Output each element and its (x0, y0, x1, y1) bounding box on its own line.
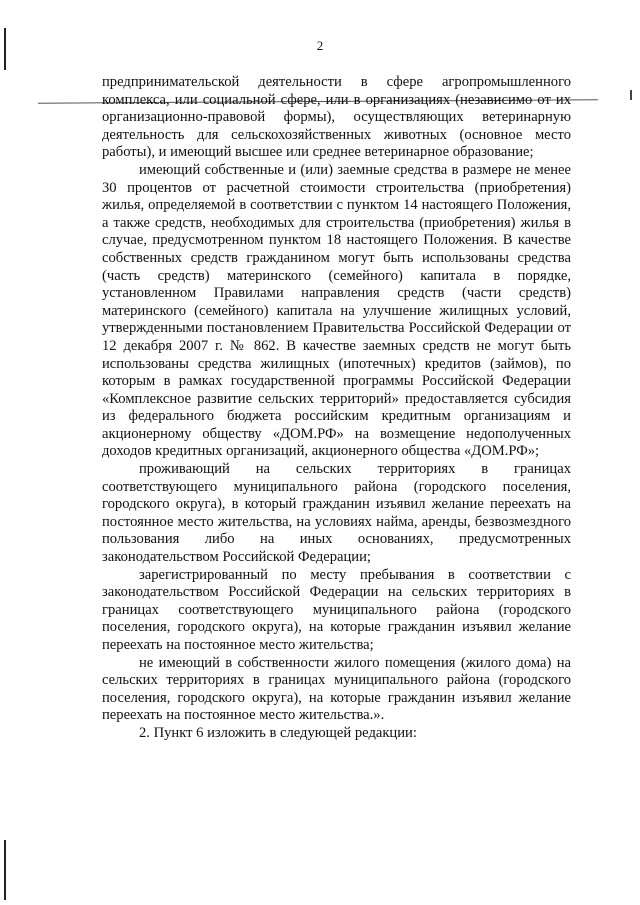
paragraph-own-funds: имеющий собственные и (или) заемные средства в размере не менее 30 процентов от расчетной стоимости строительства (приобретения) жилья, определяемой в соответствии с пунктом 14 настоящего Положения, а также средств, необходимых для строительства (приобретения) жилья в случае, предусмотренном пунктом 18 настоящего Положения. В качестве собственных средств гражданином могут быть использованы средства (часть средств) материнского (семейного) капитала в порядке, установленном Правилами направления средств (части средств) материнского (семейного) капитала на улучшение жилищных условий, утвержденными постановлением Правительства Российской Федерации от 12 декабря 2007 г. № 862. В качестве заемных средств не могут быть использованы средства жилищных (ипотечных) кредитов (займов), по которым в рамках государственной программы Российской Федерации «Комплексное развитие сельских территорий» предоставляется субсидия из федерального бюджета российским кредитным организациям и акционерному обществу «ДОМ.РФ» на возмещение недополученных доходов кредитных организаций, акционерного общества «ДОМ.РФ»; (102, 161, 571, 460)
paragraph-item-6: 2. Пункт 6 изложить в следующей редакции: (139, 724, 417, 741)
scan-edge-mark-bottom (4, 840, 6, 900)
scan-margin-mark (630, 90, 632, 100)
page-number: 2 (316, 38, 324, 53)
paragraph-continuation: предпринимательской деятельности в сфере агропромышленного комплекса, или социальной сфере, или в организациях (независимо от их организационно-правовой формы), осуществляющих ветеринарную деятельность для сельскохозяйственных животных (основное место работы), и имеющий высшее или среднее ветеринарное образование; (102, 74, 571, 161)
paragraph-no-property: не имеющий в собственности жилого помещения (жилого дома) на сельских территориях в границах муниципального района (городского поселения, городского округа), на которые гражданин изъявил желание переехать на постоянное место жительства.». (102, 654, 571, 724)
paragraph-residing: проживающий на сельских территориях в границах соответствующего муниципального района (городского поселения, городского округа), в который гражданин изъявил желание переехать на постоянное место жительства, на условиях найма, аренды, безвозмездного пользования либо на иных основаниях, предусмотренных законодательством Российской Федерации; (102, 461, 571, 566)
document-body (102, 74, 571, 743)
paragraph-registered: зарегистрированный по месту пребывания в соответствии с законодательством Российской Федерации на сельских территориях в границах соответствующего муниципального района (городского поселения, городского округа), на которые гражданин изъявил желание переехать на постоянное место жительства; (102, 566, 571, 653)
